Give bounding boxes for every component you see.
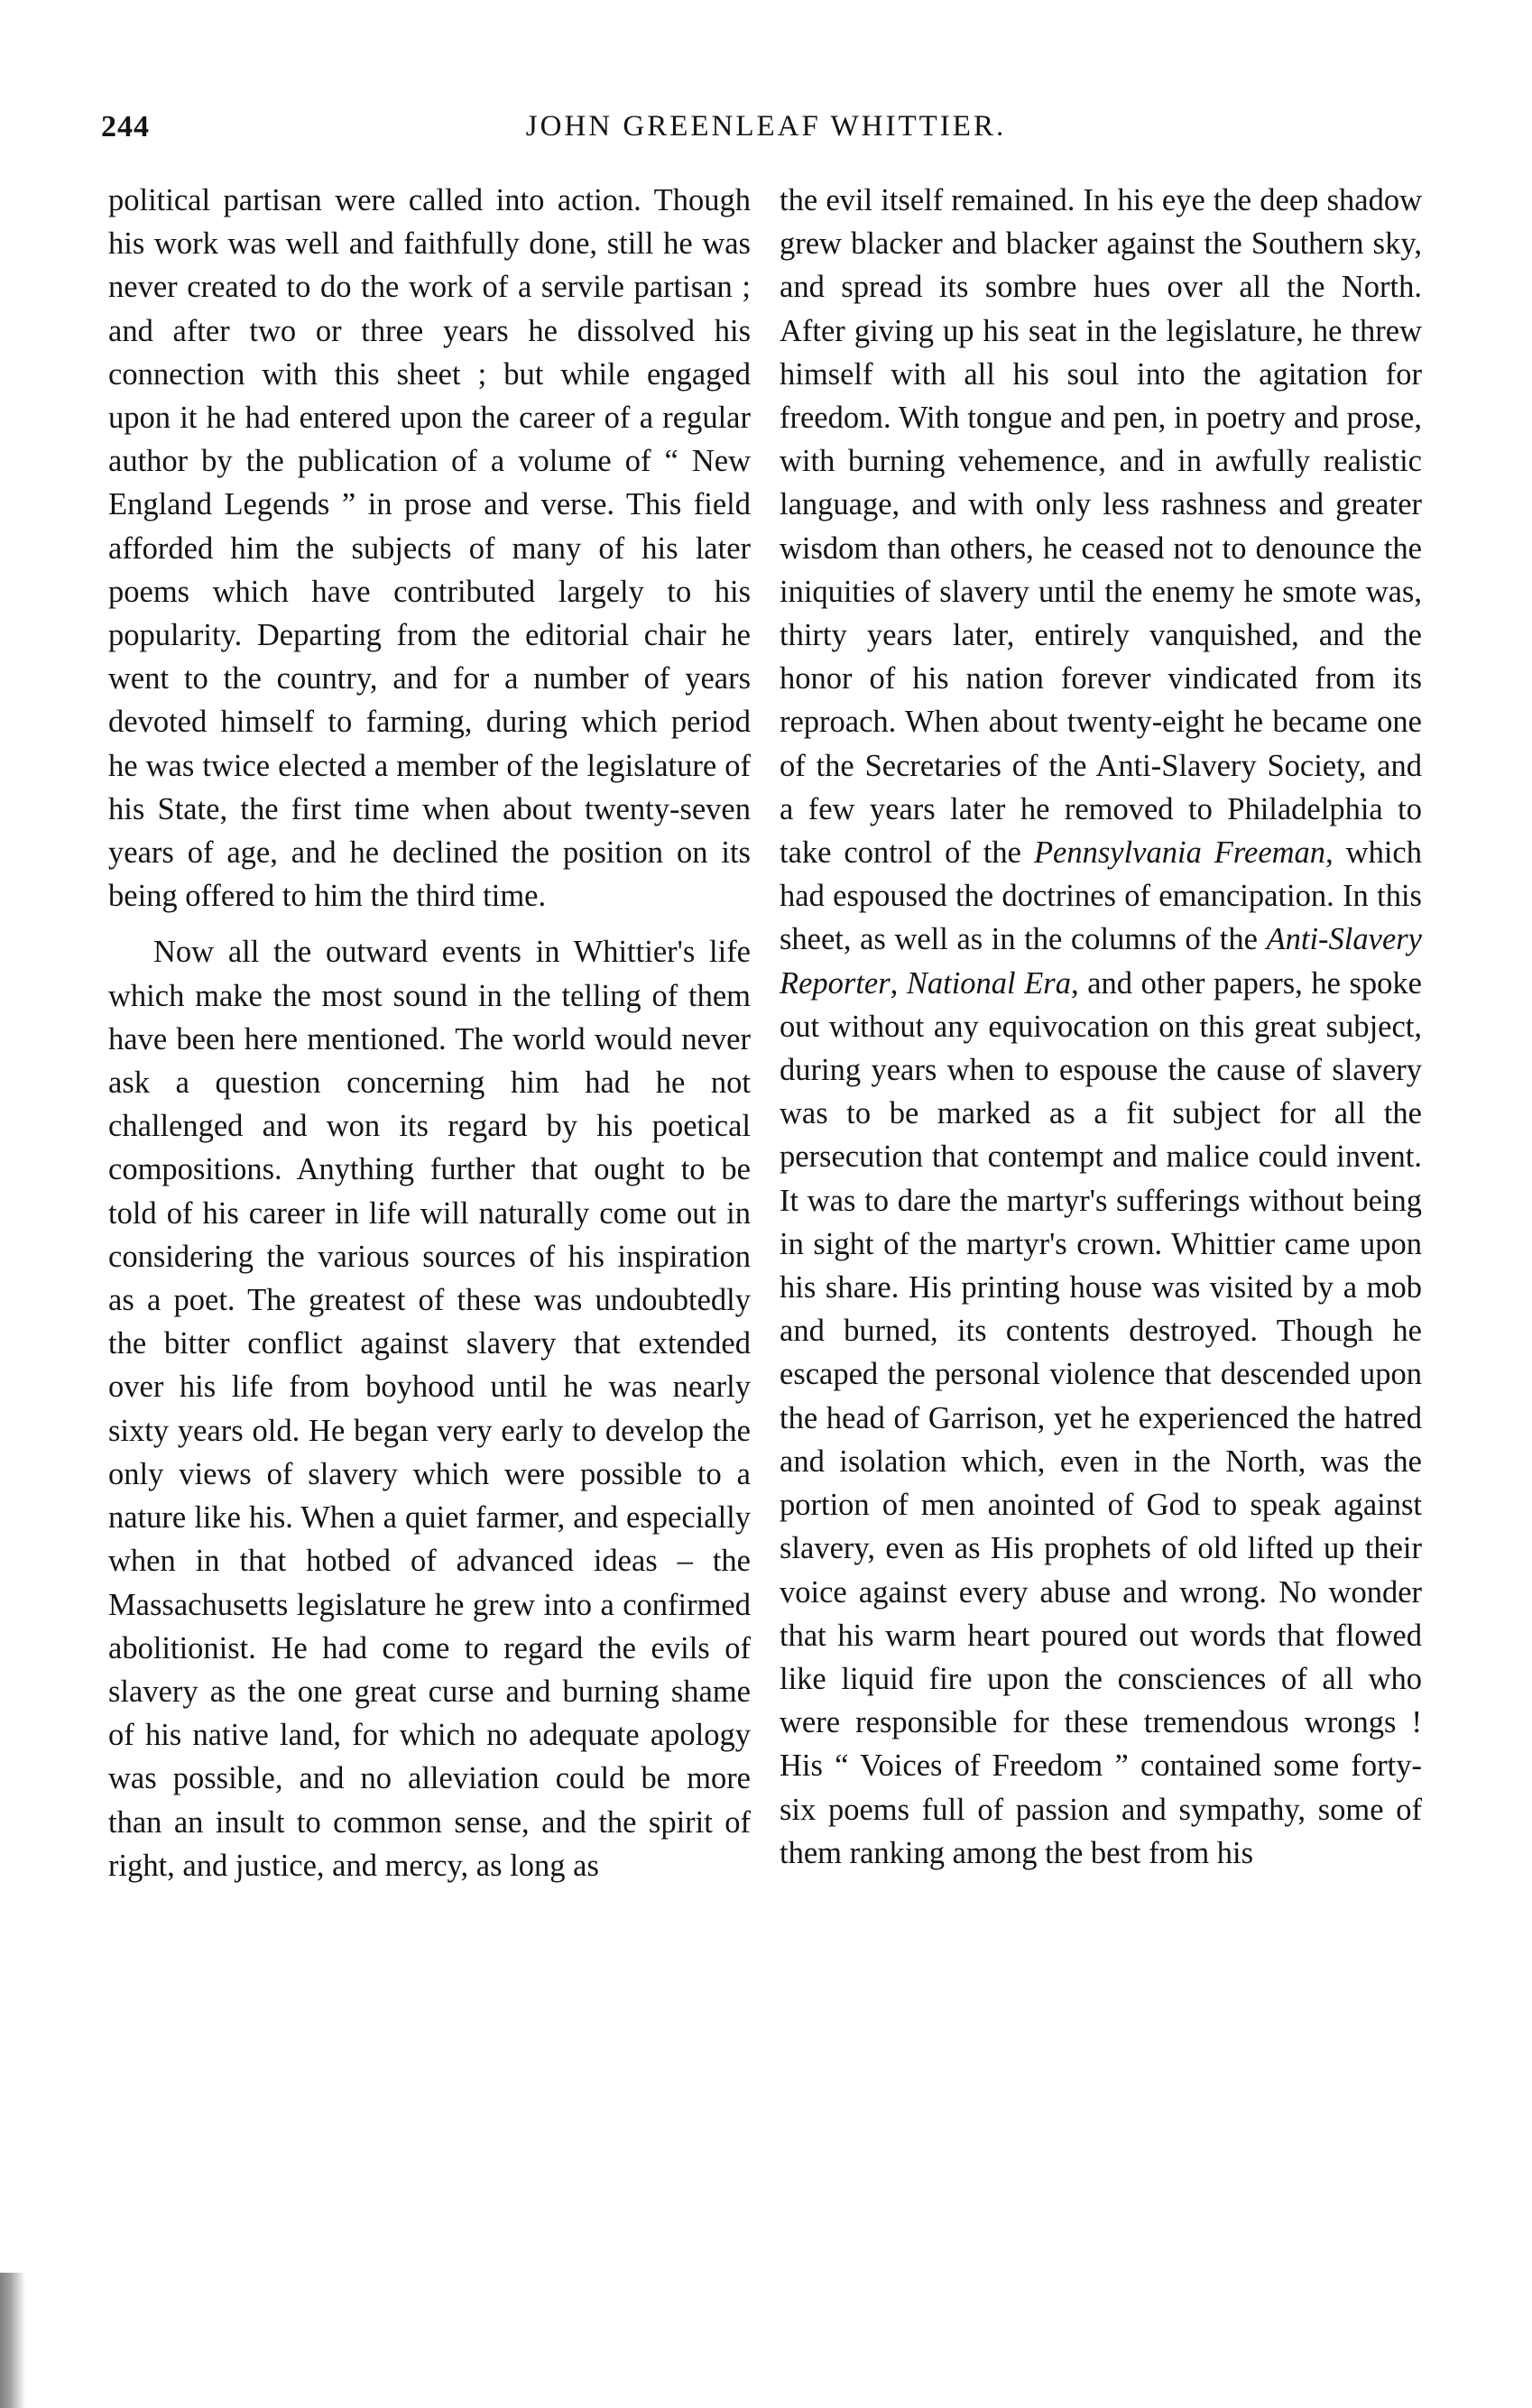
publication-title-anti-slavery-reporter: Anti-Slavery Reporter bbox=[780, 922, 1422, 1001]
right-column bbox=[780, 179, 1422, 1875]
text-segment: , and other papers, he spoke out without any equivocation on this great subject, during years when to espouse the cause of slavery was to be marked as a fit subject for all the persecution that contempt and malice could invent. It was to dare the martyr's sufferings without being in sight of the martyr's crown. Whittier came upon his share. His printing house was visited by a mob and burned, its contents destroyed. Though he escaped the personal violence that descended upon the head of Garrison, yet he experienced the hatred and isolation which, even in the North, was the portion of men anointed of God to speak against slavery, even as His prophets of old lifted up their voice against every abuse and wrong. No wonder that his warm heart poured out words that flowed like liquid fire upon the consciences of all who were responsible for these tremendous wrongs ! His “ Voices of Freedom ” contained some forty-six poems full of passion and sympathy, some of them ranking among the best from his bbox=[780, 965, 1422, 1870]
publication-title-pennsylvania-freeman: Pennsylvania Freeman bbox=[1033, 835, 1326, 871]
page-number: 244 bbox=[101, 110, 150, 143]
text-segment: the evil itself remained. In his eye the deep shadow grew blacker and blacker against the Southern sky, and spread its sombre hues over all the North. After giving up his seat in the legislature, he threw himself with all his soul into the agitation for freedom. With tongue and pen, in poetry and prose, with burning vehemence, and in awfully realistic language, and with only less rashness and greater wisdom than others, he ceased not to denounce the iniquities of slavery until the enemy he smote was, thirty years later, entirely vanquished, and the honor of his nation forever vindicated from its reproach. When about twenty-eight he became one of the Secretaries of the Anti-Slavery Society, and a few years later he removed to Philadelphia to take control of the bbox=[780, 183, 1422, 871]
scan-edge-mark bbox=[0, 2273, 25, 2408]
text-segment: , bbox=[890, 965, 907, 1001]
page-header bbox=[101, 110, 1431, 155]
text-segment: , which had espoused the doctrines of emancipation. In this sheet, as well as in the columns of the bbox=[780, 835, 1422, 957]
paragraph-partisan: political partisan were called into action. Though his work was well and faithfully done, still he was never created to do the work of a servile partisan ; and after two or three years he dissolved his connection with this sheet ; but while engaged upon it he had entered upon the career of a regular author by the publication of a volume of “ New England Legends ” in prose and verse. This field afforded him the subjects of many of his later poems which have contributed largely to his popularity. Departing from the editorial chair he went to the country, and for a number of years devoted himself to farming, during which period he was twice elected a member of the legislature of his State, the first time when about twenty-seven years of age, and he declined the position on its being offered to him the third time. bbox=[108, 183, 751, 914]
publication-title-national-era: National Era bbox=[906, 965, 1071, 1001]
running-head: JOHN GREENLEAF WHITTIER. bbox=[525, 110, 1007, 143]
paragraph-evil-itself bbox=[780, 179, 1422, 1875]
paragraph-outward-events: Now all the outward events in Whittier's life which make the most sound in the telling of them have been here mentioned. The world would never ask a question concerning him had he not challenged and won its regard by his poetical compositions. Anything further that ought to be told of his career in life will naturally come out in considering the various sources of his inspiration as a poet. The greatest of these was undoubtedly the bitter conflict against slavery that extended over his life from boyhood until he was nearly sixty years old. He began very early to develop the only views of slavery which were possible to a nature like his. When a quiet farmer, and especially when in that hotbed of advanced ideas – the Massachusetts legislature he grew into a confirmed abolitionist. He had come to regard the evils of slavery as the one great curse and burning shame of his native land, for which no adequate apology was possible, and no alleviation could be more than an insult to common sense, and the spirit of right, and justice, and mercy, as long as bbox=[108, 935, 751, 1883]
left-column bbox=[108, 179, 751, 1887]
